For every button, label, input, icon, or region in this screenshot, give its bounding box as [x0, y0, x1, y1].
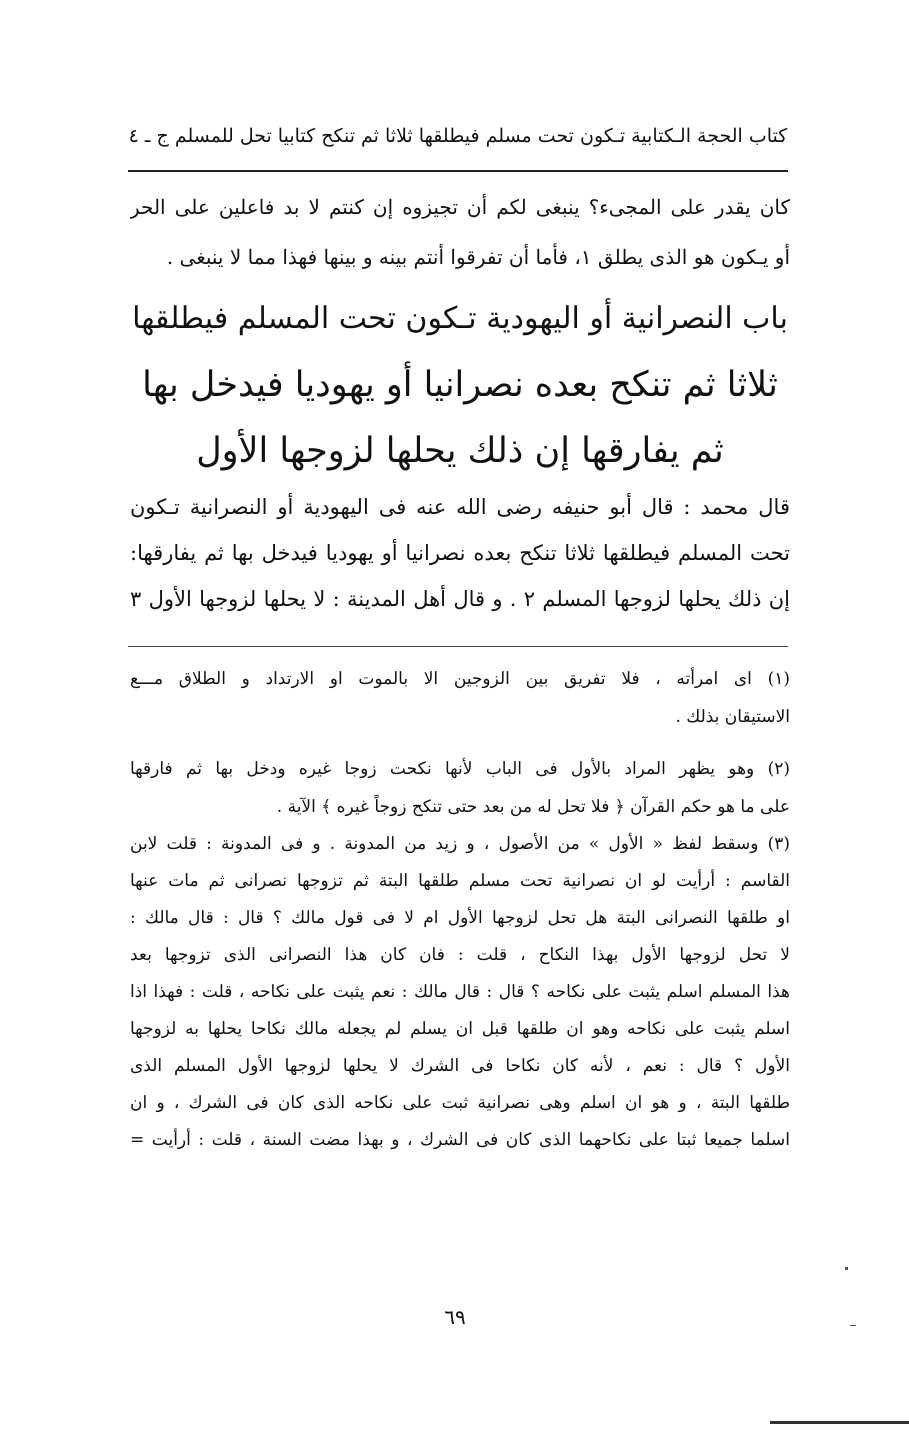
footnote-3-line-2: القاسم : أرأيت لو ان نصرانية تحت مسلم طلقها البتة ثم تزوجها نصرانى ثم مات عنها [130, 871, 790, 891]
footnote-3 [130, 826, 790, 1159]
body-line-1: قال محمد : قال أبو حنيفه رضى الله عنه فى اليهودية أو النصرانية تـكون [130, 495, 790, 519]
intro-paragraph [130, 182, 790, 282]
footnote-1 [130, 660, 790, 736]
footnote-3-line-5: هذا المسلم اسلم يثبت على نكاحه ؟ قال : قال مالك : نعم يثبت على نكاحه ، قلت : فهذا اذا [130, 982, 790, 1002]
footnote-3-line-8: طلقها البتة ، و هو ان اسلم وهى نصرانية ثبت على نكاحه الذى كان فى الشرك ، و ان [130, 1093, 790, 1113]
footnote-1-line-2: الاستيقان بذلك . [675, 707, 790, 727]
header-rule [128, 170, 788, 172]
chapter-title-line-3: ثم يفارقها إن ذلك يحلها لزوجها الأول [196, 431, 724, 471]
footnote-separator [128, 646, 788, 647]
footnote-3-line-1: (٣) وسقط لفظ « الأول » من الأصول ، و زيد من المدونة . و فى المدونة : قلت لابن [130, 834, 790, 854]
footnote-1-line-1: (١) اى امرأته ، فلا تفريق بين الزوجين الا بالموت او الارتداد و الطلاق مـــع [130, 669, 790, 689]
intro-line-1: كان يقدر على المجىء؟ ينبغى لكم أن تجيزوه إن كنتم لا بد فاعلين على الحر [130, 195, 790, 219]
footnote-3-line-4: لا تحل لزوجها الأول بهذا النكاح ، قلت : فان كان هذا النصرانى الذى تزوجها بعد [130, 945, 790, 965]
chapter-title-line-1: باب النصرانية أو اليهودية تـكون تحت المسلم فيطلقها [132, 301, 788, 336]
scan-speck [845, 1267, 848, 1270]
body-line-3: إن ذلك يحلها لزوجها المسلم ٢ . و قال أهل المدينة : لا يحلها لزوجها الأول ٣ [130, 587, 790, 611]
scan-speck [850, 1325, 856, 1326]
chapter-title-line-2: ثلاثا ثم تنكح بعده نصرانيا أو يهوديا فيدخل بها [142, 365, 778, 405]
scan-edge-line [770, 1421, 909, 1424]
body-line-2: تحت المسلم فيطلقها ثلاثا تنكح بعده نصرانيا أو يهوديا فيدخل بها ثم يفارقها: [130, 541, 790, 565]
chapter-title [130, 286, 790, 484]
footnotes [130, 660, 790, 1159]
body-paragraph [130, 484, 790, 622]
footnote-3-line-9: اسلما جميعا ثبتا على نكاحهما الذى كان فى الشرك ، و بهذا مضت السنة ، قلت : أرأيت = [130, 1130, 790, 1150]
footnote-3-line-3: او طلقها النصرانى البتة هل تحل لزوجها الأول ام لا فى قول مالك ؟ قال : قال مالك : [130, 908, 790, 928]
footnote-2-line-1: (٢) وهو يظهر المراد بالأول فى الباب لأنها نكحت زوجا غيره ودخل بها ثم فارقها [130, 759, 790, 779]
page-number: ٦٩ [444, 1305, 466, 1329]
running-header: كتاب الحجة الـكتابية تـكون تحت مسلم فيطلقها ثلاثا ثم تنكح كتابيا تحل للمسلم ج ـ ٤ [128, 125, 788, 147]
footnote-2 [130, 750, 790, 826]
footnote-3-line-7: الأول ؟ قال : نعم ، لأنه كان نكاحا فى الشرك لا يحلها لزوجها الأول المسلم الذى [130, 1056, 790, 1076]
intro-line-2: أو يـكون هو الذى يطلق ١، فأما أن تفرقوا أنتم بينه و بينها فهذا مما لا ينبغى . [166, 245, 790, 269]
footnote-2-line-2: على ما هو حكم القرآن ﴿ فلا تحل له من بعد حتى تنكح زوجاً غيره ﴾ الآية . [276, 797, 790, 817]
footnote-3-line-6: اسلم يثبت على نكاحه وهو ان طلقها قبل ان يسلم لم يجعله مالك نكاحا يحلها به لزوجها [130, 1019, 790, 1039]
